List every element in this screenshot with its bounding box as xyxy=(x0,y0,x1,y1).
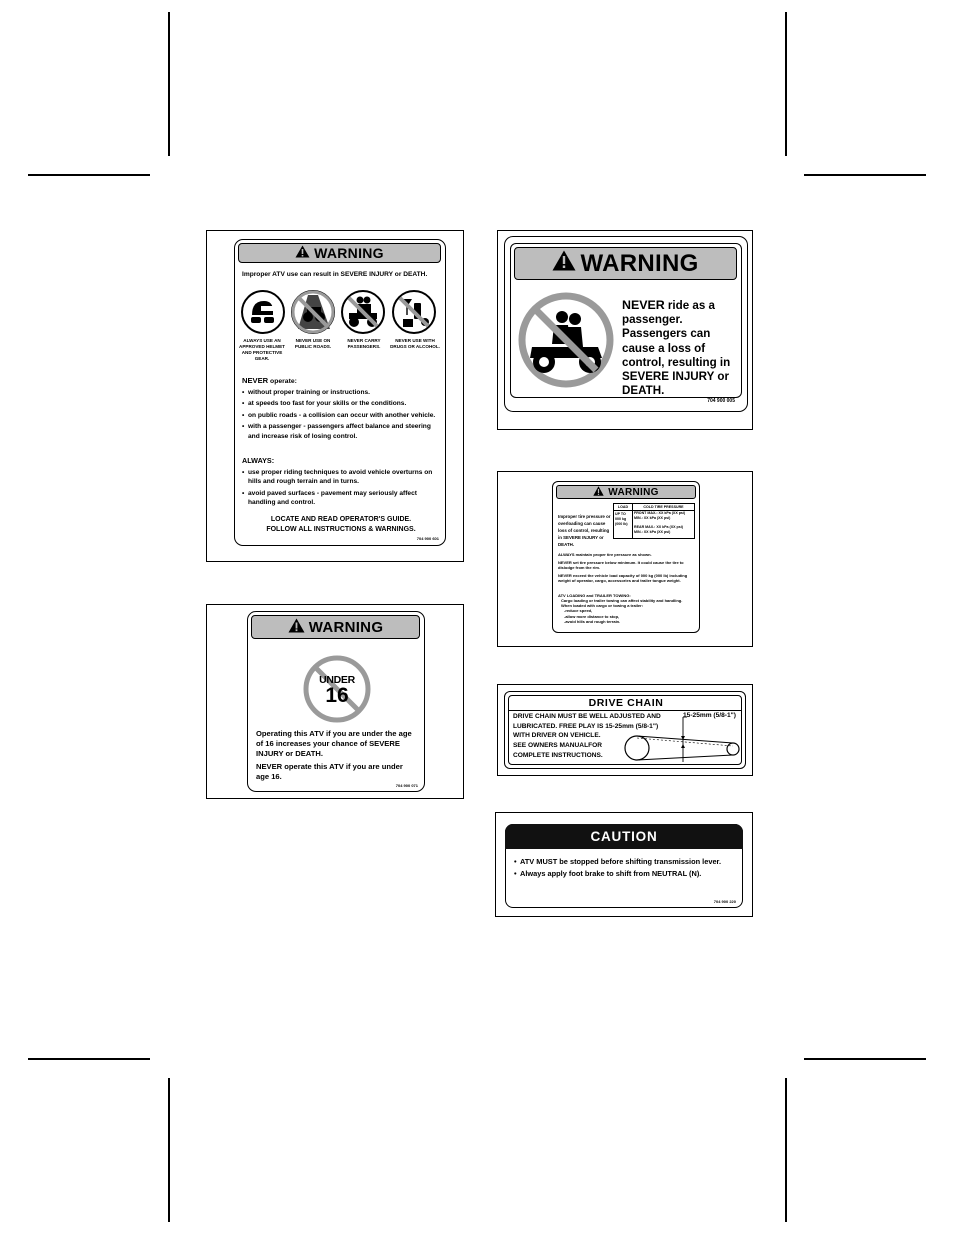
label-b-header xyxy=(514,247,737,280)
table-header-load: LOAD xyxy=(614,504,633,511)
crop-mark-top-right-v xyxy=(785,12,787,156)
list-item: • at speeds too fast for your skills or the conditions. xyxy=(242,399,442,408)
label-a-never-list xyxy=(242,388,442,441)
label-c-message2 xyxy=(256,762,418,782)
label-d-never-exceed: NEVER exceed the vehicle load capacity of 000 kg (000 lb) including weight of operator, cargo, accessories and trailer tongue weight. xyxy=(558,573,688,584)
helmet-caption: ALWAYS USE AN APPROVED HELMET AND PROTECTIVE GEAR. xyxy=(239,338,285,361)
helmet-icon xyxy=(240,289,286,335)
label-c-message2-rest: operate this ATV if you are under age 16. xyxy=(256,762,403,781)
label-d-header xyxy=(556,485,696,499)
label-f-header xyxy=(505,824,743,849)
label-d-always: ALWAYS maintain proper tire pressure as shown. xyxy=(558,552,652,557)
table-cell-rear: REAR MAX.: XX kPa (XX psi) MIN.: XX kPa (XX psi) xyxy=(634,525,683,534)
crop-mark-bottom-right-v xyxy=(785,1078,787,1222)
label-a-always-list xyxy=(242,468,442,508)
crop-mark-bottom-right-h xyxy=(804,1058,926,1060)
label-b-header-text: WARNING xyxy=(580,249,699,277)
label-b-message xyxy=(622,298,738,398)
no-passenger-caption: NEVER CARRY PASSENGERS. xyxy=(347,338,381,349)
label-c-message1: Operating this ATV if you are under the age of 16 increases your chance of SEVERE INJURY or DEATH. xyxy=(256,729,412,758)
label-b-code: 704 900 005 xyxy=(707,398,735,404)
label-f-header-text: CAUTION xyxy=(590,829,658,844)
label-a-header xyxy=(238,243,441,263)
crop-mark-bottom-left-v xyxy=(168,1078,170,1222)
table-cell-load: UP TO 000 kg (000 lb) xyxy=(615,512,628,526)
label-c-header-text: WARNING xyxy=(308,618,384,636)
label-b-frame xyxy=(497,230,753,430)
list-item: • Always apply foot brake to shift from NEUTRAL (N). xyxy=(514,868,740,880)
label-d-never-set: NEVER set tire pressure below minimum. It could cause the tire to dislodge from the rim. xyxy=(558,560,684,571)
label-c-frame xyxy=(206,604,464,799)
warning-triangle-icon xyxy=(593,486,604,499)
never-word: NEVER xyxy=(242,376,269,385)
label-e-line4: SEE OWNERS MANUALFOR xyxy=(513,742,603,750)
label-d-header-text: WARNING xyxy=(608,486,659,498)
label-e-card xyxy=(504,691,746,769)
label-d-atv-list xyxy=(558,598,696,624)
label-e-line5: COMPLETE INSTRUCTIONS. xyxy=(513,751,603,759)
list-item: When loaded with cargo or towing a trailer: xyxy=(561,603,644,609)
label-b-inner xyxy=(510,243,742,398)
list-item: • without proper training or instructions. xyxy=(242,388,442,397)
never-word: NEVER xyxy=(256,762,283,771)
label-d-frame xyxy=(497,471,753,647)
warning-triangle-icon xyxy=(288,618,305,637)
list-item: • on public roads - a collision can occur with another vehicle. xyxy=(242,411,442,420)
label-a-never-heading xyxy=(242,376,297,385)
label-e-title-rule xyxy=(509,710,741,711)
label-b-card xyxy=(504,236,748,412)
label-a-code: 704 900 601 xyxy=(416,536,439,541)
list-item: • use proper riding techniques to avoid vehicle overturns on hills and rough terrain and in turns. xyxy=(242,468,442,487)
label-e-title: DRIVE CHAIN xyxy=(588,697,664,709)
label-c-code: 704 900 071 xyxy=(395,783,418,788)
label-e-line3: WITH DRIVER ON VEHICLE. xyxy=(513,732,601,740)
under-16-icon xyxy=(302,654,372,724)
list-item: • ATV MUST be stopped before shifting transmission lever. xyxy=(514,856,740,868)
label-a-frame xyxy=(206,230,464,562)
list-item: • with a passenger - passengers affect balance and steering and increase risk of losing control. xyxy=(242,422,442,441)
crop-mark-top-left-v xyxy=(168,12,170,156)
label-c-header xyxy=(251,615,420,639)
warning-triangle-icon xyxy=(295,245,310,261)
under-text: UNDER xyxy=(319,674,355,686)
no-passenger-icon xyxy=(518,292,614,388)
label-d-card xyxy=(552,481,700,633)
label-f-frame xyxy=(495,812,753,917)
label-f-list xyxy=(514,856,740,880)
label-d-atv-heading: ATV LOADING and TRAILER TOWING: xyxy=(558,593,631,598)
label-c-card xyxy=(247,611,425,792)
crop-mark-bottom-left-h xyxy=(28,1058,150,1060)
no-drugs-alcohol-icon xyxy=(391,289,437,335)
label-a-header-text: WARNING xyxy=(314,245,384,261)
label-a-pictogram-row xyxy=(240,289,440,335)
never-word: NEVER xyxy=(622,298,665,312)
table-divider xyxy=(632,510,633,539)
no-passenger-icon xyxy=(340,289,386,335)
label-e-line2: LUBRICATED. FREE PLAY IS 15-25mm (5/8-1") xyxy=(513,722,659,730)
no-drugs-alcohol-caption: NEVER USE WITH DRUGS OR ALCOHOL. xyxy=(390,338,440,349)
table-header-pressure: COLD TIRE PRESSURE xyxy=(632,504,695,511)
label-e-line1: DRIVE CHAIN MUST BE WELL ADJUSTED AND xyxy=(513,713,661,720)
drive-chain-diagram-icon xyxy=(615,714,745,766)
label-a-pictogram-captions xyxy=(237,338,445,374)
label-e-frame xyxy=(497,684,753,776)
no-public-road-icon xyxy=(290,289,336,335)
label-a-intro: Improper ATV use can result in SEVERE INJURY or DEATH. xyxy=(242,271,428,278)
list-item: -reduce speed, xyxy=(564,608,593,614)
label-e-dimension: 15-25mm (5/8-1") xyxy=(683,712,736,719)
label-f-card xyxy=(505,824,743,908)
no-public-road-caption: NEVER USE ON PUBLIC ROADS. xyxy=(294,338,332,349)
crop-mark-top-left-h xyxy=(28,174,150,176)
label-b-message-rest: ride as a passenger. Passengers can cause a loss of control, resulting in SEVERE INJURY or DEATH. xyxy=(622,299,731,398)
label-a-footer-line2: FOLLOW ALL INSTRUCTIONS & WARNINGS. xyxy=(266,526,416,533)
list-item: -avoid hills and rough terrain. xyxy=(564,618,621,624)
label-a-always-heading: ALWAYS: xyxy=(242,456,275,465)
list-item: -allow more distance to stop, xyxy=(564,613,620,619)
label-a-footer-line1: LOCATE AND READ OPERATOR'S GUIDE. xyxy=(270,516,412,523)
age-text: 16 xyxy=(325,684,349,707)
tire-pressure-table xyxy=(613,503,695,539)
label-f-code: 704 900 220 xyxy=(713,899,736,904)
label-d-intro: Improper tire pressure or overloading can cause loss of control, resulting in SEVERE INJURY or DEATH. xyxy=(558,514,611,547)
operate-word: operate: xyxy=(268,378,297,385)
warning-triangle-icon xyxy=(552,250,576,278)
table-cell-front: FRONT MAX.: XX kPa (XX psi) MIN.: XX kPa (XX psi) xyxy=(634,511,686,520)
list-item: Cargo loading or trailer towing can affect stability and handling. xyxy=(561,598,683,603)
label-a-card xyxy=(234,239,446,546)
crop-mark-top-right-h xyxy=(804,174,926,176)
list-item: • avoid paved surfaces - pavement may seriously affect handling and control. xyxy=(242,489,442,508)
